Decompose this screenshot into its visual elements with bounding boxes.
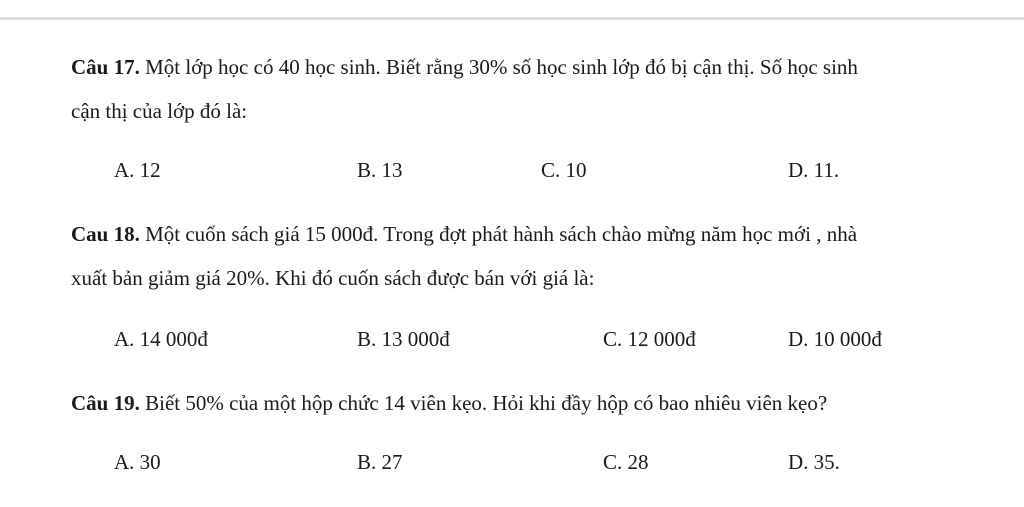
question-18-option-a[interactable]: A. 14 000đ xyxy=(114,327,208,351)
question-19-label: Câu 19. xyxy=(71,391,140,415)
question-17-option-d[interactable]: D. 11. xyxy=(788,158,840,182)
question-17 xyxy=(71,45,991,133)
question-17-line-2: cận thị của lớp đó là: xyxy=(71,99,248,123)
question-18-options xyxy=(0,327,1024,357)
question-19-option-c[interactable]: C. 28 xyxy=(603,450,649,474)
question-18-label: Cau 18. xyxy=(71,222,140,246)
question-17-label: Câu 17. xyxy=(71,55,140,79)
question-19 xyxy=(71,381,991,425)
question-18-option-c[interactable]: C. 12 000đ xyxy=(603,327,696,351)
question-18-line-2: xuất bản giảm giá 20%. Khi đó cuốn sách được bán với giá là: xyxy=(71,266,595,290)
question-19-options xyxy=(0,450,1024,480)
question-17-line-1 xyxy=(71,45,991,89)
question-18 xyxy=(71,212,991,300)
question-17-text: Một lớp học có 40 học sinh. Biết rằng 30% số học sinh lớp đó bị cận thị. Số học sinh xyxy=(139,55,858,79)
question-17-option-a[interactable]: A. 12 xyxy=(114,158,161,182)
question-19-option-a[interactable]: A. 30 xyxy=(114,450,161,474)
question-19-text: Biết 50% của một hộp chức 14 viên kẹo. Hỏi khi đầy hộp có bao nhiêu viên kẹo? xyxy=(139,391,828,415)
question-18-line-1 xyxy=(71,212,991,256)
question-19-line-1 xyxy=(71,381,991,425)
question-19-option-b[interactable]: B. 27 xyxy=(357,450,403,474)
question-19-option-d[interactable]: D. 35. xyxy=(788,450,840,474)
question-17-options xyxy=(0,158,1024,188)
question-17-option-b[interactable]: B. 13 xyxy=(357,158,403,182)
top-divider xyxy=(0,17,1024,20)
question-17-option-c[interactable]: C. 10 xyxy=(541,158,587,182)
question-18-option-d[interactable]: D. 10 000đ xyxy=(788,327,882,351)
question-18-text: Một cuốn sách giá 15 000đ. Trong đợt phát hành sách chào mừng năm học mới , nhà xyxy=(139,222,858,246)
question-18-option-b[interactable]: B. 13 000đ xyxy=(357,327,450,351)
